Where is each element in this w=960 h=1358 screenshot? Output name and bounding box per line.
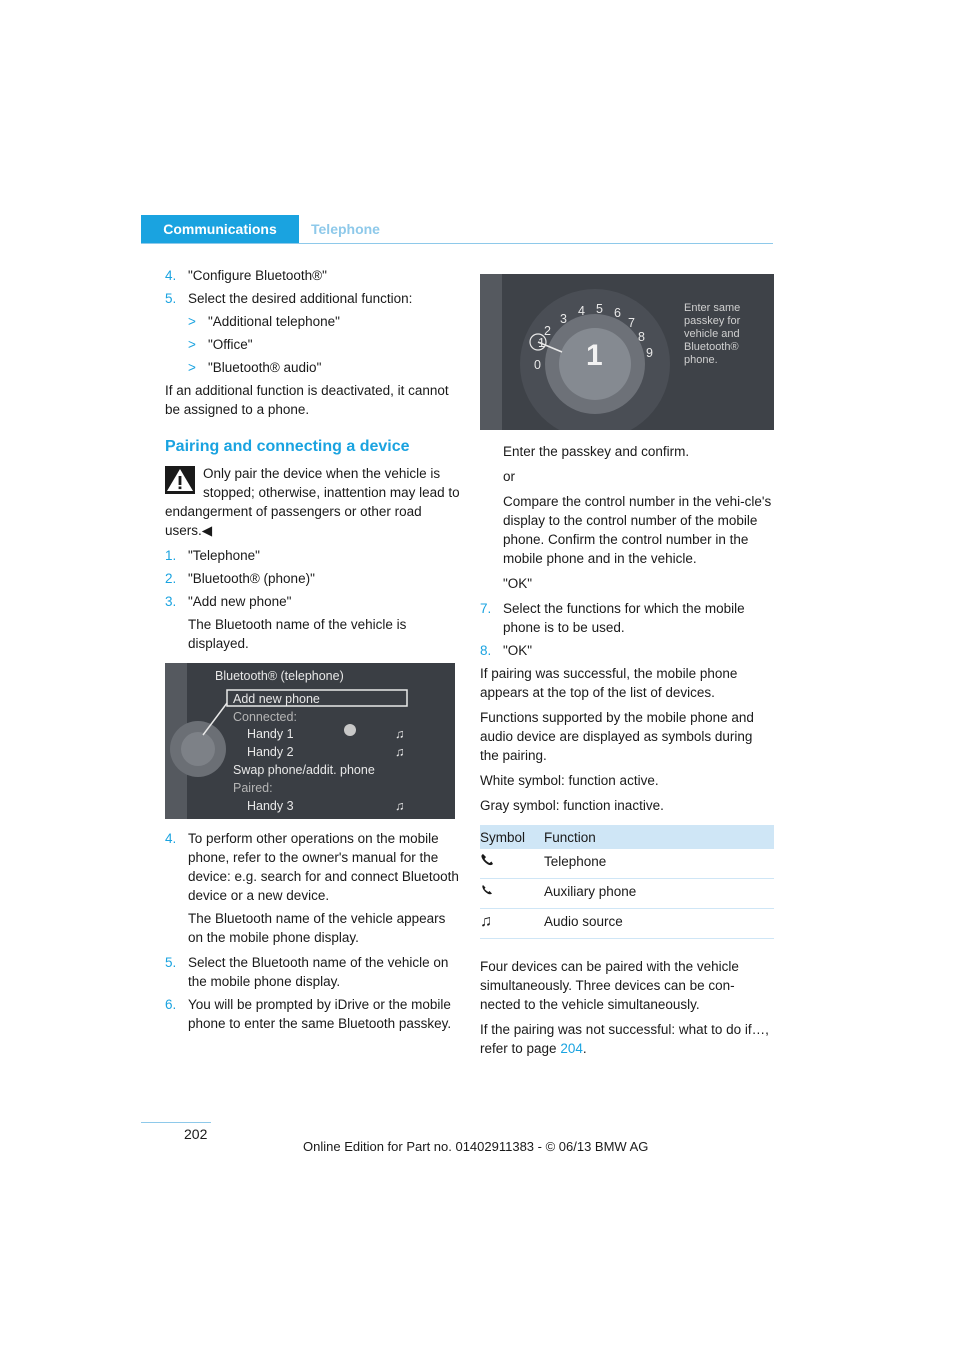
bullet-item: > "Bluetooth® audio" — [188, 360, 322, 375]
not-successful-note: If the pairing was not successful: what to do if…, refer to page 204. — [480, 1022, 769, 1056]
step-3: 3. "Add new phone" — [165, 594, 292, 609]
four-devices-note: Four devices can be paired with the vehicle simultaneously. Three devices can be con-nected to the vehicle simultaneously. — [480, 959, 739, 1012]
compare-text: Compare the control number in the vehi-cle's display to the control number of the mobile phone. Confirm the control number in the mobile phone and in the vehicle. — [503, 494, 772, 566]
music-note-icon: ♫ — [395, 745, 405, 759]
step-6: 6. You will be prompted by iDrive or the mobile phone to enter the same Bluetooth passkey. — [165, 997, 452, 1031]
function-label: Auxiliary phone — [544, 879, 774, 909]
dial-digit-7: 7 — [628, 316, 635, 330]
table-row — [480, 879, 774, 909]
function-label: Telephone — [544, 849, 774, 879]
section-tab: Communications — [141, 215, 299, 243]
ok-text: "OK" — [503, 576, 533, 591]
table-row — [480, 849, 774, 879]
success-note: If pairing was successful, the mobile phone appears at the top of the list of devices. — [480, 666, 738, 700]
table-row — [480, 909, 774, 939]
section-heading: Pairing and connecting a device — [165, 438, 410, 455]
symbol-table — [480, 825, 774, 939]
controller-knob-icon — [165, 663, 455, 819]
or-text: or — [503, 469, 516, 484]
dial-digit-3: 3 — [560, 312, 567, 326]
page-reference-link[interactable]: 204 — [560, 1041, 583, 1056]
table-header-row — [480, 825, 774, 849]
dial-digit-5: 5 — [596, 302, 603, 316]
step-4b-note: The Bluetooth name of the vehicle appears on the mobile phone display. — [188, 911, 446, 945]
telephone-icon — [480, 852, 494, 866]
deactivated-note: If an additional function is deactivated, it cannot be assigned to a phone. — [165, 383, 449, 417]
dial-digit-4: 4 — [578, 304, 585, 318]
step-4b: 4. To perform other operations on the mobile phone, refer to the owner's manual for the device: e.g. search for and connect Bluetooth device or a new device. — [165, 831, 459, 903]
menu-label-connected: Connected: — [233, 710, 297, 724]
menu-item-handy-3: Handy 3 — [247, 799, 294, 813]
gray-symbol-note: Gray symbol: function inactive. — [480, 798, 664, 813]
subsection-tab: Telephone — [311, 221, 380, 237]
dial-digit-0: 0 — [534, 358, 541, 372]
step-7: 7. Select the functions for which the mobile phone is to be used. — [480, 601, 745, 635]
left-column — [165, 266, 460, 1037]
dial-callout: 1 — [538, 336, 545, 350]
music-note-icon: ♫ — [395, 727, 405, 741]
music-note-icon: ♫ — [395, 799, 405, 813]
dial-center-digit: 1 — [586, 339, 603, 372]
dial-digit-6: 6 — [614, 306, 621, 320]
step-2: 2. "Bluetooth® (phone)" — [165, 571, 315, 586]
functions-note: Functions supported by the mobile phone and audio device are displayed as symbols during the pairing. — [480, 710, 754, 763]
menu-item-swap: Swap phone/addit. phone — [233, 763, 375, 777]
step-4: 4. "Configure Bluetooth®" — [165, 268, 327, 283]
dial-digit-2: 2 — [544, 324, 551, 338]
menu-title: Bluetooth® (telephone) — [215, 669, 344, 683]
music-note-icon: ♫ — [480, 909, 544, 939]
menu-item-add-new-phone: Add new phone — [233, 692, 320, 706]
warning-text: Only pair the device when the vehicle is stopped; otherwise, inattention may lead to endangerment of passengers or other road users.◀ — [165, 466, 460, 538]
menu-item-handy-2: Handy 2 — [247, 745, 294, 759]
bullet-item: > "Office" — [188, 337, 253, 352]
step-5: 5. Select the desired additional function: — [165, 291, 413, 306]
footer-text: Online Edition for Part no. 01402911383 - © 06/13 BMW AG — [303, 1139, 649, 1154]
table-header-function: Function — [544, 825, 774, 849]
bluetooth-menu-screenshot — [165, 663, 455, 819]
page-number: 202 — [184, 1126, 208, 1142]
step-1: 1. "Telephone" — [165, 548, 260, 563]
function-label: Audio source — [544, 909, 774, 939]
right-column — [480, 274, 774, 1064]
enter-passkey: Enter the passkey and confirm. — [503, 444, 690, 459]
menu-item-handy-1: Handy 1 — [247, 727, 294, 741]
bullet-item: > "Additional telephone" — [188, 314, 340, 329]
dial-digit-9: 9 — [646, 346, 653, 360]
step-8: 8. "OK" — [480, 643, 533, 658]
dial-digit-8: 8 — [638, 330, 645, 344]
page-number-rule — [141, 1122, 211, 1123]
white-symbol-note: White symbol: function active. — [480, 773, 659, 788]
page-header — [141, 215, 773, 244]
dial-prompt: Enter same passkey for vehicle and Bluetooth® phone. — [684, 302, 741, 366]
table-header-symbol: Symbol — [480, 825, 544, 849]
warning-box — [165, 464, 460, 540]
step-3-note: The Bluetooth name of the vehicle is displayed. — [188, 617, 407, 651]
auxiliary-phone-icon — [480, 882, 494, 896]
warning-icon — [165, 466, 195, 494]
menu-label-paired: Paired: — [233, 781, 273, 795]
step-5b: 5. Select the Bluetooth name of the vehicle on the mobile phone display. — [165, 955, 449, 989]
passkey-dial-screenshot — [480, 274, 774, 430]
